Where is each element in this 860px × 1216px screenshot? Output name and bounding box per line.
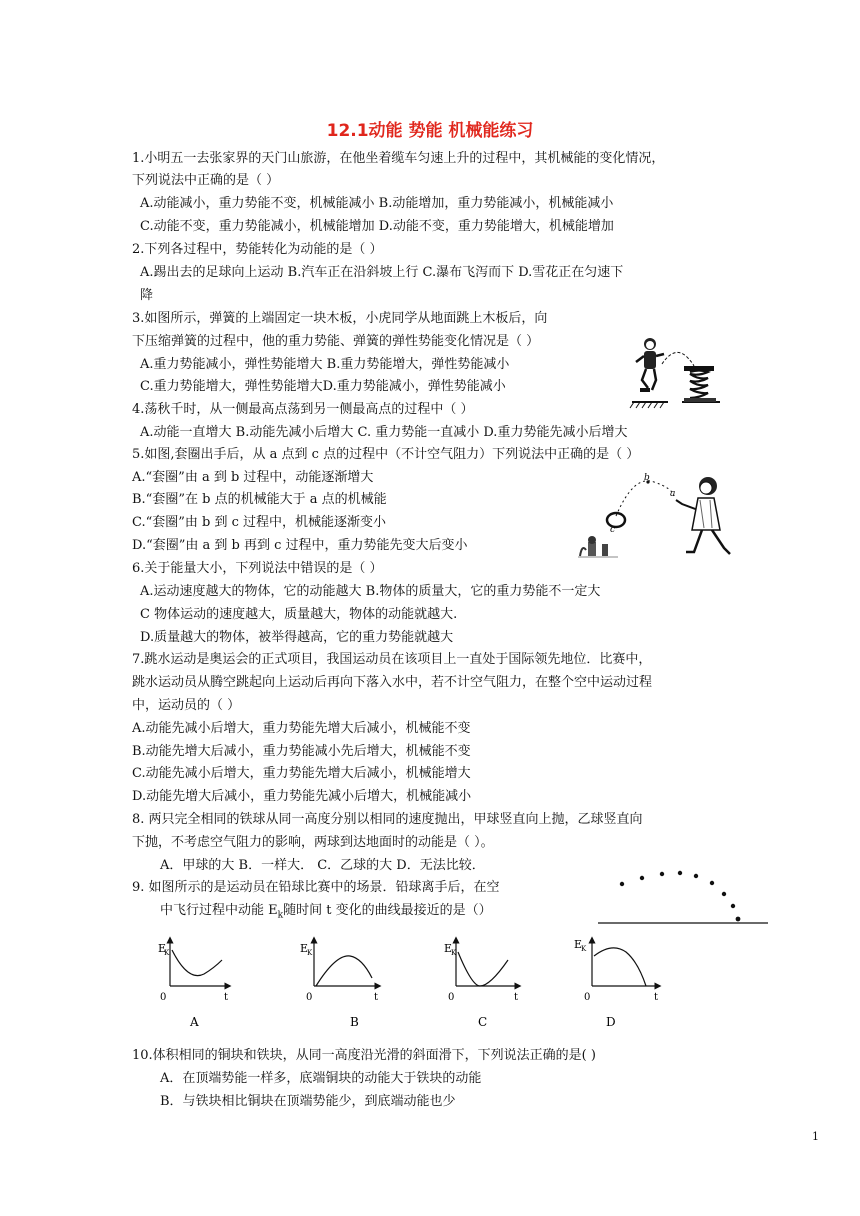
q6-option-d: D.质量越大的物体，被举得越高，它的重力势能就越大 (140, 630, 454, 645)
q3-stem-line-1: 3.如图所示，弹簧的上端固定一块木板，小虎同学从地面跳上木板后，向 (132, 311, 548, 326)
graph-d-origin: 0 (584, 992, 591, 1003)
q8-options: A．甲球的大 B．一样大． C．乙球的大 D．无法比较． (160, 858, 485, 873)
q7-option-b: B.动能先增大后减小，重力势能减小先后增大，机械能不变 (132, 744, 471, 759)
ring-toss-figure (574, 470, 744, 562)
q7-stem-line-3: 中，运动员的（ ） (132, 698, 241, 713)
q3-options-ab: A.重力势能减小，弹性势能增大 B.重力势能增大，弹性势能减小 (140, 357, 510, 372)
graph-c-y-label: E (444, 942, 453, 955)
q3-stem-line-2: 下压缩弹簧的过程中，他的重力势能、弹簧的弹性势能变化情况是（ ） (132, 334, 540, 349)
q1-options-cd: C.动能不变，重力势能减小，机械能增加 D.动能不变，重力势能增大，机械能增加 (140, 219, 614, 234)
q9-stem-part-1: 中飞行过程中动能 E (160, 903, 278, 918)
q9-stem-part-2: 随时间 t 变化的曲线最接近的是（） (283, 903, 492, 918)
boy-on-spring-figure (628, 336, 724, 412)
graph-c (444, 940, 518, 1029)
q1-stem-line-1: 1.小明五一去张家界的天门山旅游，在他坐着缆车匀速上升的过程中，其机械能的变化情况， (132, 151, 665, 166)
graph-b-y-label: E (300, 942, 309, 955)
graph-a-y-label: E (158, 942, 167, 955)
point-b-label: b (644, 473, 650, 483)
q4-stem: 4.荡秋千时，从一侧最高点荡到另一侧最高点的过程中（ ） (132, 402, 474, 417)
q5-option-d: D.“套圈”由 a 到 b 再到 c 过程中，重力势能先变大后变小 (132, 538, 468, 553)
q9-stem-line-1: 9. 如图所示的是运动员在铅球比赛中的场景．铅球离手后，在空 (132, 880, 500, 895)
q6-stem: 6.关于能量大小，下列说法中错误的是（ ） (132, 561, 383, 576)
q1-options-ab: A.动能减小，重力势能不变，机械能减小 B.动能增加，重力势能减小，机械能减小 (140, 196, 614, 211)
q10-option-b: B．与铁块相比铜块在顶端势能少，到底端动能也少 (160, 1094, 456, 1109)
q7-option-a: A.动能先减小后增大，重力势能先增大后减小，机械能不变 (132, 721, 471, 736)
point-c-label: c (610, 525, 616, 535)
q6-option-c: C 物体运动的速度越大，质量越大，物体的动能就越大. (140, 607, 458, 622)
graph-b-label: B (350, 1015, 359, 1029)
graph-d-y-sub: K (581, 945, 587, 953)
q7-stem-line-2: 跳水运动员从腾空跳起向上运动后再向下落入水中，若不计空气阻力，在整个空中运动过程 (132, 675, 653, 690)
q4-options: A.动能一直增大 B.动能先减小后增大 C. 重力势能一直减小 D.重力势能先减小后增大 (140, 425, 628, 440)
q3-options-cd: C.重力势能增大，弹性势能增大D.重力势能减小，弹性势能减小 (140, 379, 506, 394)
q9-stem-line-2 (160, 902, 492, 925)
q6-options-ab: A.运动速度越大的物体，它的动能越大 B.物体的质量大，它的重力势能不一定大 (140, 584, 601, 599)
q2-stem: 2.下列各过程中，势能转化为动能的是（ ） (132, 242, 383, 257)
q9-ek-subscript: k (277, 910, 284, 921)
q5-option-c: C.“套圈”由 b 到 c 过程中，机械能逐渐变小 (132, 515, 387, 530)
graph-b-y-sub: K (307, 949, 313, 957)
q7-stem-line-1: 7.跳水运动是奥运会的正式项目，我国运动员在该项目上一直处于国际领先地位．比赛中， (132, 652, 652, 667)
q7-option-d: D.动能先增大后减小，重力势能先减小后增大，机械能减小 (132, 789, 472, 804)
q5-option-b: B.“套圈”在 b 点的机械能大于 a 点的机械能 (132, 492, 387, 507)
shot-put-trajectory-figure (596, 864, 770, 928)
q8-stem-line-1: 8. 两只完全相同的铁球从同一高度分别以相同的速度抛出，甲球竖直向上抛，乙球竖直向 (132, 812, 643, 827)
graph-d-y-label: E (574, 938, 583, 951)
q10-option-a: A．在顶端势能一样多，底端铜块的动能大于铁块的动能 (160, 1071, 482, 1086)
graph-a-label: A (190, 1015, 199, 1029)
graph-b (300, 940, 378, 1029)
q7-option-c: C.动能先减小后增大，重力势能先增大后减小，机械能增大 (132, 766, 471, 781)
q8-stem-line-2: 下抛，不考虑空气阻力的影响，两球到达地面时的动能是（ ）。 (132, 835, 494, 850)
graph-a-origin: 0 (160, 992, 167, 1003)
page-number: 1 (812, 1130, 819, 1143)
graph-a-y-sub: K (164, 949, 170, 957)
graph-c-y-sub: K (451, 949, 457, 957)
graph-a (158, 940, 228, 1029)
graph-c-label: C (478, 1015, 488, 1029)
graph-c-x-label: t (514, 992, 519, 1003)
q1-stem-line-2: 下列说法中正确的是（ ） (132, 173, 280, 188)
q2-options-line-2: 降 (140, 288, 154, 303)
q10-stem: 10.体积相同的铜块和铁块，从同一高度沿光滑的斜面滑下，下列说法正确的是( ) (132, 1048, 596, 1063)
graph-d-label: D (606, 1015, 616, 1029)
graph-c-origin: 0 (448, 992, 455, 1003)
q9-option-graphs (156, 936, 696, 1032)
q2-options-line-1: A.踢出去的足球向上运动 B.汽车正在沿斜坡上行 C.瀑布飞泻而下 D.雪花正在匀速下 (140, 265, 624, 280)
page-title: 12.1动能 势能 机械能练习 (326, 121, 534, 141)
graph-b-x-label: t (374, 992, 379, 1003)
graph-b-origin: 0 (306, 992, 313, 1003)
point-a-label: a (670, 489, 676, 499)
graph-a-x-label: t (224, 992, 229, 1003)
graph-d (574, 938, 658, 1029)
q5-option-a: A.“套圈”由 a 到 b 过程中，动能逐渐增大 (132, 470, 374, 485)
q5-stem: 5.如图,套圈出手后，从 a 点到 c 点的过程中（不计空气阻力）下列说法中正确的是（ ） (132, 447, 640, 462)
trajectory-dots (620, 871, 741, 922)
graph-d-x-label: t (654, 992, 659, 1003)
